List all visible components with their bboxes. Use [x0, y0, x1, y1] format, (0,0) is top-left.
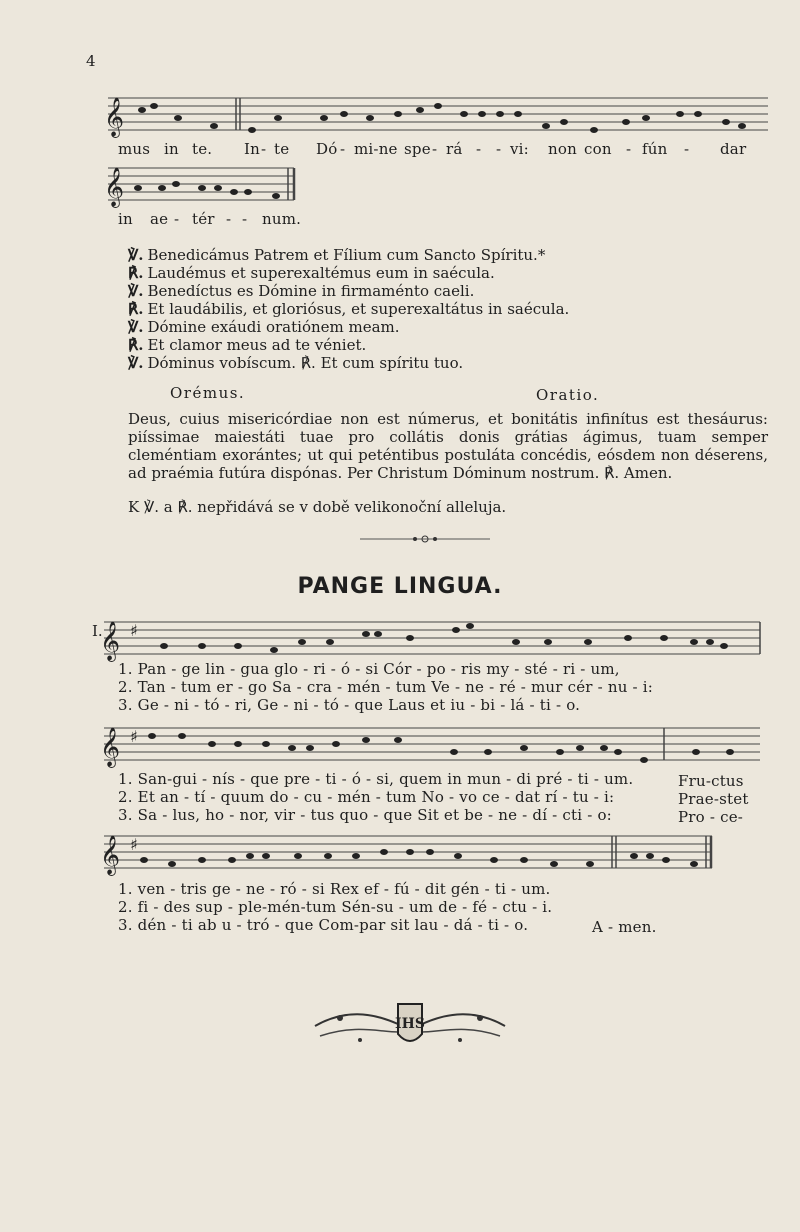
hymn-verse-line: 3. Sa - lus, ho - nor, vir - tus quo - que Sit et be - ne - dí - cti - o:: [118, 806, 612, 824]
staff-lines: [100, 722, 764, 767]
hymn-verse-line: 1. Pan - ge lin - gua glo - ri - ó - si Cór - po - ris my - sté - ri - um,: [118, 660, 620, 678]
syllable: te: [274, 140, 290, 158]
syllable: rá: [446, 140, 463, 158]
syllable: fún: [642, 140, 668, 158]
syllable: te.: [192, 140, 213, 158]
syllable: num.: [262, 210, 302, 228]
svg-text:IHS: IHS: [395, 1016, 425, 1032]
hymn-title: PANGE LINGUA.: [297, 574, 503, 599]
treble-clef-icon: 𝄞: [100, 727, 121, 767]
syllable: in: [164, 140, 179, 158]
staff-lines: [104, 92, 768, 137]
versicle-text: Benedíctus es Dómine in firmaménto caeli.: [147, 282, 475, 300]
hymn-verse-continuation: Pro - ce-: [678, 808, 744, 826]
hymn-verse-line: 2. Tan - tum er - go Sa - cra - mén - tum Ve - ne - ré - mur cér - nu - i:: [118, 678, 654, 696]
hymn-staff-1: [100, 616, 764, 661]
syllable: -: [242, 210, 248, 228]
syllable: spe: [404, 140, 431, 158]
hymn-staff-3: [100, 830, 724, 875]
key-signature-sharp-icon: ♯: [130, 835, 138, 854]
response-line: [128, 300, 569, 318]
response-line: [128, 336, 366, 354]
syllable: in: [118, 210, 133, 228]
staff-lines: [100, 830, 724, 875]
versicle-text: Benedicámus Patrem et Fílium cum Sancto Spíritu.*: [147, 246, 546, 264]
syllable: ae: [150, 210, 169, 228]
syllable: -: [174, 210, 180, 228]
page-number: 4: [86, 52, 96, 70]
syllable: -: [226, 210, 232, 228]
response-symbol: ℟.: [128, 264, 144, 282]
syllable: -: [496, 140, 502, 158]
syllable: -: [432, 140, 438, 158]
syllable: con: [584, 140, 612, 158]
syllable: vi:: [510, 140, 529, 158]
versicle-line: [128, 282, 474, 300]
key-signature-sharp-icon: ♯: [130, 621, 138, 640]
liturgical-note: K ℣. a ℟. nepřidává se v době velikonoční alleluja.: [128, 498, 507, 516]
treble-clef-icon: 𝄞: [104, 167, 125, 207]
hymn-staff-2: [100, 722, 764, 767]
key-signature-sharp-icon: ♯: [130, 727, 138, 746]
syllable: -: [261, 140, 267, 158]
syllable: mi-ne: [354, 140, 398, 158]
amen-label: A - men.: [592, 918, 657, 936]
syllable: tér: [192, 210, 215, 228]
response-text: Et clamor meus ad te véniet.: [147, 336, 367, 354]
syllable: -: [684, 140, 690, 158]
oremus-label: Orémus.: [170, 384, 246, 402]
staff-lines: [100, 616, 764, 661]
prayer-text: Deus, cuius misericórdiae non est númerus, et bonitátis infinítus est thesáurus: piíssimae maiestáti tuae pro collátis donis grátias ágimus, tuam semper cleméntiam exorántes; ut qui peténtibus postuláta concédis, eósdem non déserens, ad praémia futúra dispónas. Per Christum Dóminum nostrum. ℟. Amen.: [128, 410, 768, 482]
versicle-text: Dóminus vobíscum. ℟. Et cum spíritu tuo.: [147, 354, 464, 372]
oratio-label: Oratio.: [536, 386, 600, 404]
mode-label: I.: [92, 622, 103, 640]
chant-staff-2: [104, 162, 308, 207]
syllable: Dó: [316, 140, 338, 158]
versicle-symbol: ℣.: [128, 354, 144, 372]
response-text: Et laudábilis, et gloriósus, et superexaltátus in saécula.: [147, 300, 570, 318]
ihs-emblem-icon: [310, 996, 510, 1056]
versicle-line: [128, 246, 545, 264]
treble-clef-icon: 𝄞: [100, 621, 121, 661]
syllable: In: [244, 140, 260, 158]
syllable: dar: [720, 140, 747, 158]
chant-staff-1: [104, 92, 768, 137]
syllable: -: [476, 140, 482, 158]
syllable: mus: [118, 140, 151, 158]
syllable: non: [548, 140, 577, 158]
syllable: -: [340, 140, 346, 158]
versicle-symbol: ℣.: [128, 282, 144, 300]
hymn-verse-line: 1. ven - tris ge - ne - ró - si Rex ef - fú - dit gén - ti - um.: [118, 880, 551, 898]
syllable: -: [626, 140, 632, 158]
staff-lines: [104, 162, 308, 207]
hymn-verse-line: 2. Et an - tí - quum do - cu - mén - tum No - vo ce - dat rí - tu - i:: [118, 788, 615, 806]
versicle-symbol: ℣.: [128, 246, 144, 264]
hymn-verse-line: 2. fi - des sup - ple-mén-tum Sén-su - um de - fé - ctu - i.: [118, 898, 553, 916]
versicle-line: [128, 318, 400, 336]
hymn-verse-line: 1. San-gui - nís - que pre - ti - ó - si, quem in mun - di pré - ti - um.: [118, 770, 634, 788]
versicle-text: Dómine exáudi oratiónem meam.: [147, 318, 400, 336]
response-symbol: ℟.: [128, 300, 144, 318]
ornament-divider: [360, 534, 490, 544]
treble-clef-icon: 𝄞: [100, 835, 121, 875]
response-line: [128, 264, 495, 282]
hymn-verse-line: 3. dén - ti ab u - tró - que Com-par sit lau - dá - ti - o.: [118, 916, 529, 934]
hymn-verse-continuation: Prae-stet: [678, 790, 749, 808]
hymn-verse-continuation: Fru-ctus: [678, 772, 744, 790]
response-text: Laudémus et superexaltémus eum in saécula.: [147, 264, 495, 282]
versicle-line: [128, 354, 463, 372]
response-symbol: ℟.: [128, 336, 144, 354]
treble-clef-icon: 𝄞: [104, 97, 125, 137]
versicle-symbol: ℣.: [128, 318, 144, 336]
hymn-verse-line: 3. Ge - ni - tó - ri, Ge - ni - tó - que Laus et iu - bi - lá - ti - o.: [118, 696, 581, 714]
